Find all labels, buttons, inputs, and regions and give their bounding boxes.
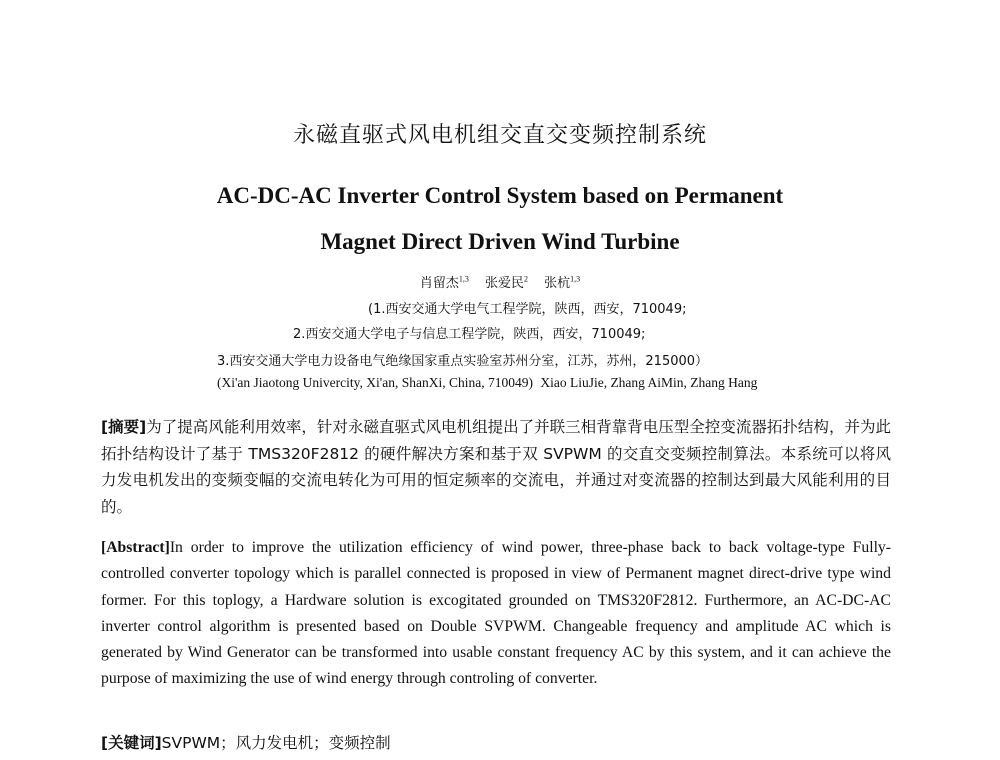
- abstract-chinese-text: 为了提高风能利用效率，针对永磁直驱式风电机组提出了并联三相背靠背电压型全控变流器拓扑结构，并为此拓扑结构设计了基于 TMS320F2812 的硬件解决方案和基于双 SVPWM 的交直交变频控制算法。本系统可以将风力发电机发出的变频变幅的交流电转化为可用的恒定频率的交流电，并通过对变流器的控制达到最大风能利用的目的。: [101, 418, 891, 517]
- abstract-english-text: In order to improve the utilization efficiency of wind power, three-phase back to back voltage-type Fully-controlled converter topology which is parallel connected is proposed in view of Permanent magnet direct-drive type wind former. For this toplogy, a Hardware solution is excogitated grounded on TMS320F2812. Furthermore, an AC-DC-AC inverter control algorithm is presented based on Double SVPWM. Changeable frequency and amplitude AC which is generated by Wind Generator can be transformed into usable constant frequency AC by this system, and it can achieve the purpose of maximizing the use of wind energy through controling of converter.: [101, 539, 891, 688]
- author: 张杭$^{1,3}$: [544, 274, 581, 291]
- author: 张爱民$^2$: [484, 274, 528, 291]
- abstract-english-label: [Abstract]: [101, 539, 170, 556]
- affiliation-2: 2.西安交通大学电子与信息工程学院，陕西，西安，710049;: [293, 327, 646, 342]
- keywords-label: [关键词]: [101, 734, 162, 752]
- affiliation-english-text: (Xi'an Jiaotong Univercity, Xi'an, ShanXi, China, 710049): [217, 375, 533, 390]
- title-english-line-2: Magnet Direct Driven Wind Turbine: [320, 229, 680, 254]
- abstract-chinese: [101, 414, 891, 521]
- keywords: [101, 731, 391, 753]
- abstract-chinese-label: [摘要]: [101, 418, 147, 436]
- affiliation-1: (1.西安交通大学电气工程学院，陕西，西安，710049;: [368, 302, 687, 317]
- title-chinese: 永磁直驱式风电机组交直交变频控制系统: [292, 123, 707, 148]
- affiliation-3: 3.西安交通大学电力设备电气绝缘国家重点实验室苏州分室，江苏，苏州，215000）: [217, 354, 709, 369]
- title-english-line-1: AC-DC-AC Inverter Control System based on Permanent: [216, 183, 784, 208]
- author-list: [0, 272, 1000, 291]
- keywords-text: SVPWM；风力发电机；变频控制: [161, 734, 391, 752]
- author-names-english: Xiao LiuJie, Zhang AiMin, Zhang Hang: [540, 375, 758, 390]
- abstract-english: [101, 535, 891, 693]
- affiliation-english: [217, 375, 757, 391]
- author: 肖留杰$^{1,3}$: [419, 274, 469, 291]
